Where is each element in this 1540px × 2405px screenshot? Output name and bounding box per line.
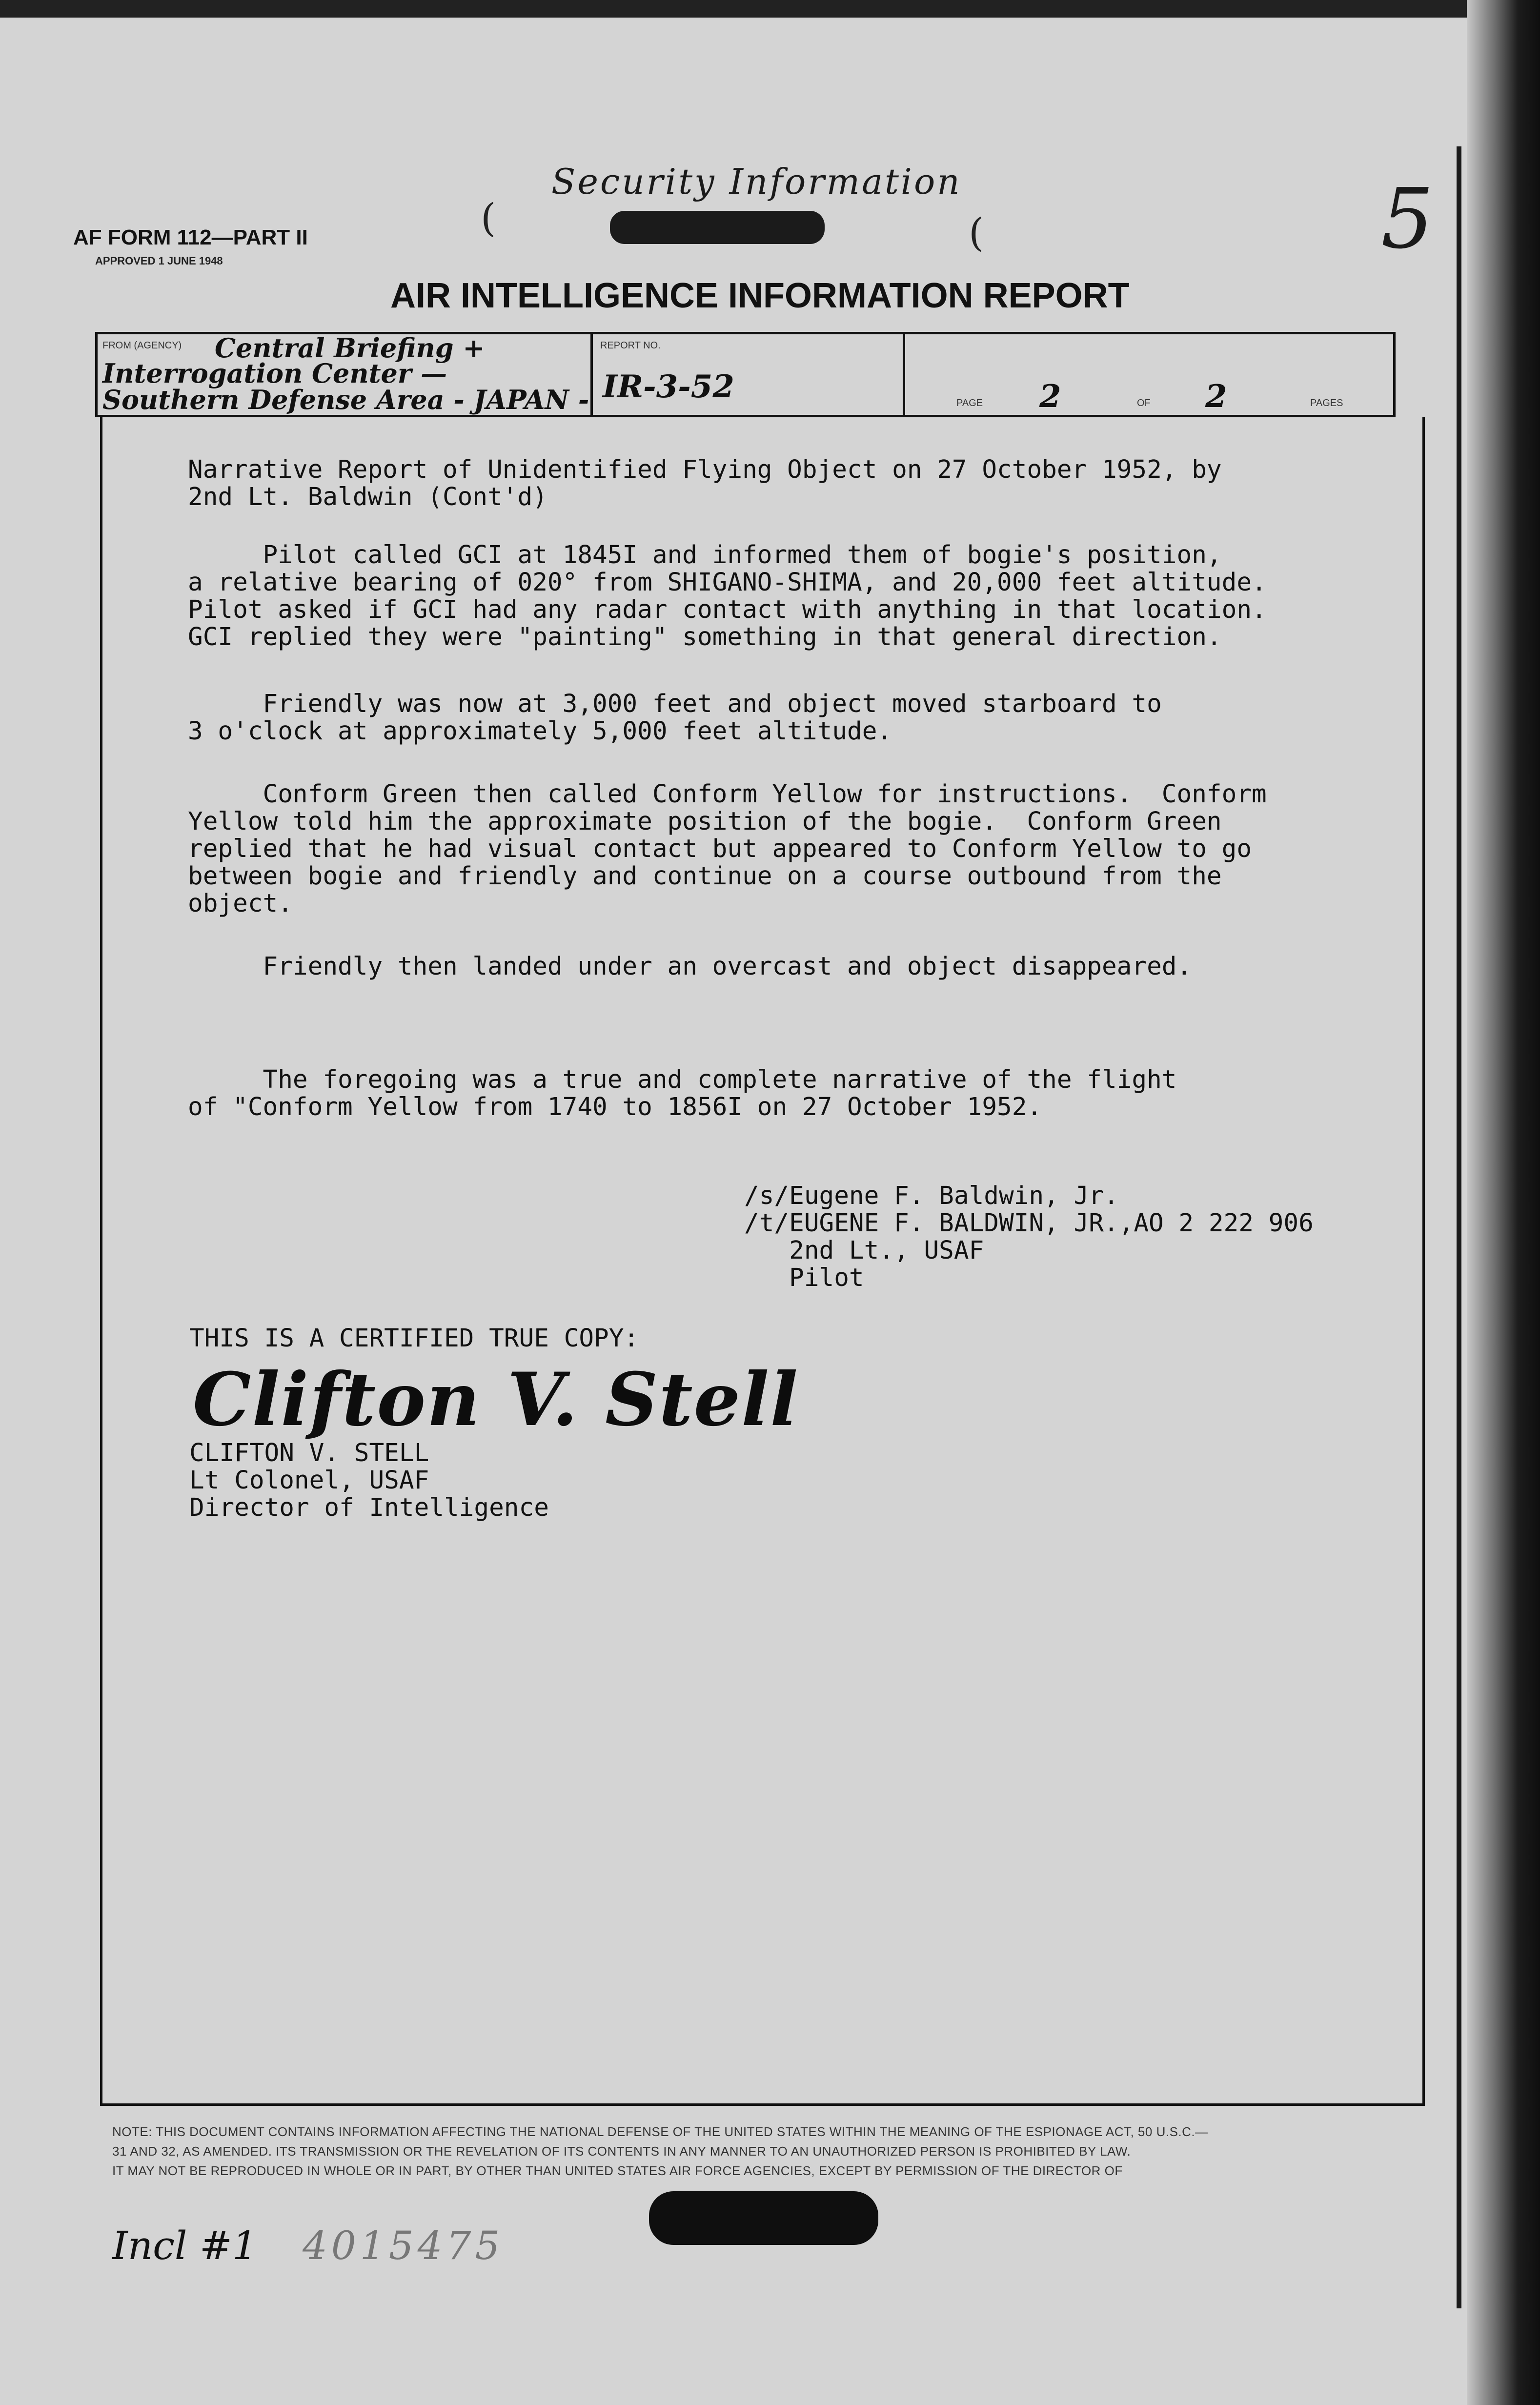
pilot-signature-line-4: Pilot bbox=[744, 1264, 864, 1292]
espionage-act-notice bbox=[112, 2122, 1439, 2181]
page-value: 2 bbox=[1039, 378, 1061, 415]
notice-line-2: 31 AND 32, AS AMENDED. ITS TRANSMISSION OR THE REVELATION OF ITS CONTENTS IN ANY MANNER TO AN UNAUTHORIZED PERSON IS PROHIBITED BY LAW. bbox=[112, 2144, 1131, 2159]
certifier-title: Director of Intelligence bbox=[189, 1493, 549, 1522]
paragraph-3-line-3: replied that he had visual contact but appeared to Conform Yellow to go bbox=[188, 835, 1252, 863]
pilot-signature-line-3: 2nd Lt., USAF bbox=[744, 1236, 984, 1265]
inclosure-handwritten: Incl #1 bbox=[112, 2223, 257, 2268]
paragraph-5-line-1: The foregoing was a true and complete narrative of the flight bbox=[188, 1065, 1177, 1094]
punch-mark-left: ( bbox=[481, 195, 496, 241]
page-label: PAGE bbox=[956, 398, 983, 408]
page-number-handwritten: 5 bbox=[1381, 171, 1434, 267]
from-label: FROM (AGENCY) bbox=[102, 340, 182, 351]
narrative-heading-line-1: Narrative Report of Unidentified Flying Object on 27 October 1952, by bbox=[188, 455, 1222, 484]
paragraph-2-line-1: Friendly was now at 3,000 feet and object moved starboard to bbox=[188, 690, 1162, 718]
paragraph-5-line-2: of "Conform Yellow from 1740 to 1856I on 27 October 1952. bbox=[188, 1093, 1042, 1121]
report-info-box bbox=[95, 332, 1396, 417]
narrative-heading-line-2: 2nd Lt. Baldwin (Cont'd) bbox=[188, 483, 547, 511]
redaction-mark-top bbox=[610, 211, 825, 244]
paragraph-1-line-4: GCI replied they were "painting" something in that general direction. bbox=[188, 623, 1222, 652]
paragraph-1-line-1: Pilot called GCI at 1845I and informed them of bogie's position, bbox=[188, 541, 1222, 570]
info-divider-1 bbox=[590, 334, 593, 415]
form-approved-date: APPROVED 1 JUNE 1948 bbox=[95, 255, 223, 267]
paragraph-3-line-5: object. bbox=[188, 889, 293, 918]
certifier-signature: Clifton V. Stell bbox=[193, 1357, 799, 1443]
certified-copy-label: THIS IS A CERTIFIED TRUE COPY: bbox=[189, 1324, 639, 1353]
of-label: OF bbox=[1137, 398, 1151, 408]
report-no-value: IR-3-52 bbox=[603, 368, 734, 405]
scan-top-edge bbox=[0, 0, 1540, 18]
pilot-signature-line-2: /t/EUGENE F. BALDWIN, JR.,AO 2 222 906 bbox=[744, 1209, 1314, 1238]
certifier-rank: Lt Colonel, USAF bbox=[189, 1466, 429, 1495]
of-value: 2 bbox=[1205, 378, 1227, 415]
from-line-1: Central Briefing + bbox=[215, 332, 485, 364]
paragraph-3-line-1: Conform Green then called Conform Yellow for instructions. Conform bbox=[188, 780, 1267, 809]
notice-line-3: IT MAY NOT BE REPRODUCED IN WHOLE OR IN PART, BY OTHER THAN UNITED STATES AIR FORCE AGENCIES, EXCEPT BY PERMISSION OF THE DIRECTOR OF bbox=[112, 2163, 1123, 2178]
report-no-label: REPORT NO. bbox=[600, 340, 661, 351]
certifier-name: CLIFTON V. STELL bbox=[189, 1439, 429, 1467]
report-title: AIR INTELLIGENCE INFORMATION REPORT bbox=[390, 276, 1130, 315]
from-line-3: Southern Defense Area - JAPAN - bbox=[102, 384, 589, 415]
pages-label: PAGES bbox=[1310, 398, 1343, 408]
paragraph-4-line-1: Friendly then landed under an overcast and object disappeared. bbox=[188, 952, 1192, 981]
notice-line-1: NOTE: THIS DOCUMENT CONTAINS INFORMATION AFFECTING THE NATIONAL DEFENSE OF THE UNITED STATES WITHIN THE MEANING OF THE ESPIONAGE ACT, 50 U.S.C.— bbox=[112, 2124, 1208, 2139]
form-id: AF FORM 112—PART II bbox=[73, 225, 308, 249]
punch-mark-right: ( bbox=[969, 210, 984, 255]
pilot-signature-line-1: /s/Eugene F. Baldwin, Jr. bbox=[744, 1182, 1119, 1210]
document-stamp-number: 4015475 bbox=[303, 2223, 504, 2268]
paragraph-1-line-3: Pilot asked if GCI had any radar contact with anything in that location. bbox=[188, 595, 1267, 624]
info-divider-2 bbox=[903, 334, 905, 415]
paragraph-2-line-2: 3 o'clock at approximately 5,000 feet altitude. bbox=[188, 717, 892, 746]
redaction-mark-bottom bbox=[649, 2191, 878, 2245]
paragraph-3-line-2: Yellow told him the approximate position of the bogie. Conform Green bbox=[188, 807, 1222, 836]
from-line-2: Interrogation Center — bbox=[102, 358, 447, 389]
security-information-handwritten: Security Information bbox=[551, 161, 962, 202]
paragraph-1-line-2: a relative bearing of 020° from SHIGANO-SHIMA, and 20,000 feet altitude. bbox=[188, 568, 1267, 597]
paragraph-3-line-4: between bogie and friendly and continue on a course outbound from the bbox=[188, 862, 1222, 891]
